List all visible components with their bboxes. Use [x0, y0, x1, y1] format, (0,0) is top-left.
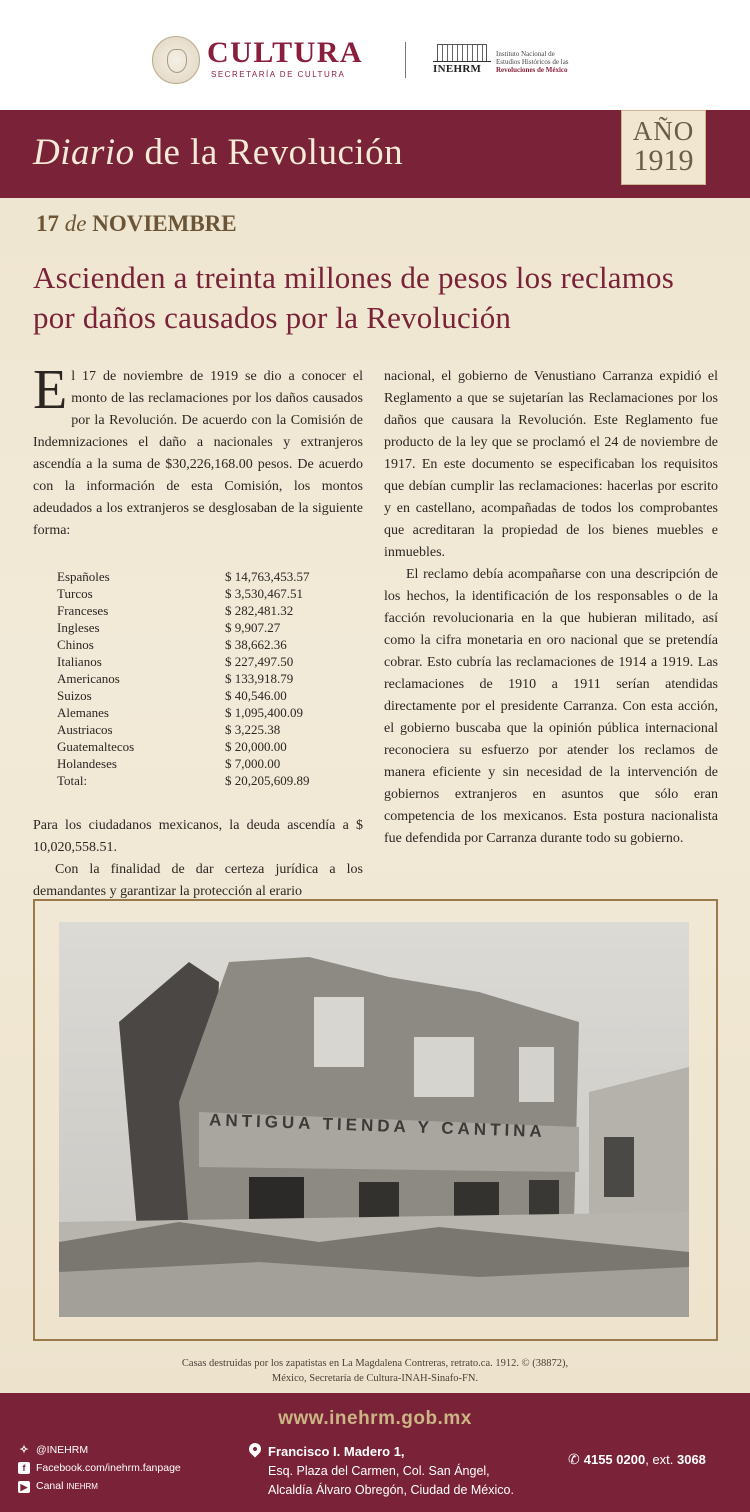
- claims-table-amount: $ 40,546.00: [225, 688, 287, 703]
- youtube-label: Canal: [36, 1480, 67, 1492]
- article-column-left: [33, 359, 363, 903]
- drop-cap: E: [33, 359, 68, 421]
- address-line3: Alcaldía Álvaro Obregón, Ciudad de México.: [268, 1483, 514, 1497]
- year-box: [621, 110, 706, 185]
- claims-table-amount: $ 133,918.79: [225, 671, 294, 686]
- claims-table-row: [57, 568, 363, 585]
- claims-table-row: [57, 602, 363, 619]
- claims-table-amount: $ 3,530,467.51: [225, 586, 303, 601]
- claims-table-row: [57, 619, 363, 636]
- claims-table: [57, 568, 363, 789]
- claims-table-nationality: Holandeses: [57, 756, 117, 771]
- claims-table-nationality: Americanos: [57, 671, 120, 686]
- paragraph-2: Para los ciudadanos mexicanos, la deuda ascendía a $ 10,020,558.51.: [33, 818, 363, 855]
- claims-table-amount: $ 20,000.00: [225, 739, 287, 754]
- facebook-url: Facebook.com/inehrm.fanpage: [36, 1462, 181, 1474]
- social-links: [18, 1441, 181, 1496]
- claims-table-amount: $ 14,763,453.57: [225, 569, 310, 584]
- claims-table-nationality: Turcos: [57, 586, 93, 601]
- article-column-right: [384, 366, 718, 850]
- facebook-icon: f: [18, 1462, 30, 1474]
- series-title-italic: Diario: [33, 132, 135, 173]
- address: [268, 1442, 514, 1500]
- claims-table-amount: $ 227,497.50: [225, 654, 294, 669]
- claims-table-row: [57, 772, 363, 789]
- year-label: AÑO: [632, 116, 695, 146]
- phone-number: 4155 0200: [583, 1452, 646, 1467]
- inehrm-logo: [433, 44, 491, 76]
- youtube-link[interactable]: [18, 1477, 181, 1496]
- claims-table-row: [57, 687, 363, 704]
- claims-table-nationality: Ingleses: [57, 620, 100, 635]
- paragraph-1: [33, 359, 363, 542]
- series-title: [33, 131, 403, 174]
- claims-table-row: [57, 704, 363, 721]
- claims-table-nationality: Guatemaltecos: [57, 739, 135, 754]
- youtube-channel-name: INEHRM: [66, 1482, 98, 1491]
- claims-table-amount: $ 1,095,400.09: [225, 705, 303, 720]
- inehrm-full-name: [496, 50, 569, 74]
- claims-table-amount: $ 20,205,609.89: [225, 773, 310, 788]
- claims-table-amount: $ 38,662.36: [225, 637, 287, 652]
- twitter-handle: @INEHRM: [36, 1444, 89, 1456]
- claims-table-row: [57, 585, 363, 602]
- claims-table-nationality: Suizos: [57, 688, 92, 703]
- caption-line1: Casas destruidas por los zapatistas en La Magdalena Contreras, retrato.ca. 1912. © (38872),: [181, 1358, 569, 1369]
- claims-table-nationality: Austriacos: [57, 722, 113, 737]
- date-de: de: [64, 211, 87, 236]
- inehrm-name-line3: Revoluciones de México: [496, 66, 568, 74]
- phone-ext-label: , ext.: [645, 1452, 677, 1467]
- claims-table-row: [57, 755, 363, 772]
- address-street: Francisco I. Madero 1,: [268, 1444, 405, 1459]
- claims-table-amount: $ 9,907.27: [225, 620, 281, 635]
- claims-table-row: [57, 670, 363, 687]
- inehrm-name-line1: Instituto Nacional de: [496, 50, 555, 58]
- claims-table-nationality: Españoles: [57, 569, 110, 584]
- cultura-logo-title: CULTURA: [207, 36, 364, 69]
- claims-table-nationality: Total:: [57, 773, 88, 788]
- claims-table-row: [57, 653, 363, 670]
- caption-line2: México, Secretaría de Cultura-INAH-Sinafo-FN.: [271, 1373, 479, 1384]
- inehrm-name-line2: Estudios Históricos de las: [496, 58, 569, 66]
- claims-table-row: [57, 738, 363, 755]
- series-title-rest: de la Revolución: [134, 132, 404, 173]
- header-divider: [405, 42, 406, 78]
- phone-extension: 3068: [676, 1452, 706, 1467]
- claims-table-nationality: Franceses: [57, 603, 109, 618]
- phone-icon: ✆: [568, 1451, 580, 1467]
- claims-table-row: [57, 721, 363, 738]
- paragraph-3: Con la finalidad de dar certeza jurídica a los demandantes y garantizar la protección al erario: [33, 862, 363, 899]
- claims-table-nationality: Alemanes: [57, 705, 109, 720]
- claims-table-nationality: Italianos: [57, 654, 102, 669]
- claims-table-nationality: Chinos: [57, 637, 94, 652]
- date-day: 17: [36, 211, 59, 236]
- address-line2: Esq. Plaza del Carmen, Col. San Ángel,: [268, 1464, 490, 1478]
- claims-table-amount: $ 7,000.00: [225, 756, 281, 771]
- historic-photo-destroyed-houses: [59, 922, 689, 1317]
- inehrm-acronym: INEHRM: [433, 61, 491, 75]
- paragraph-4: nacional, el gobierno de Venustiano Carranza expidió el Reglamento a que se sujetarían las Reclamaciones por los daños que causara la Revolución. Este Reglamento fue producto de la ley que se proclamó el 24 de noviembre de 1917. En este documento se especificaban los requisitos que debían cumplir las reclamaciones: hacerlas por escrito y en castellano, acompañadas de todos los comprobantes que acreditaran la propiedad de los bienes muebles e inmuebles.: [384, 369, 718, 560]
- paragraph-1-text: l 17 de noviembre de 1919 se dio a conocer el monto de las reclamaciones por los daños causados por la Revolución. De acuerdo con la Comisión de Indemnizaciones el daño a nacionales y extranjeros ascendía a la suma de $30,226,168.00 pesos. De acuerdo con la información de esta Comisión, los montos adeudados a los extranjeros se desglosaban de la siguiente forma:: [33, 369, 363, 538]
- twitter-icon: ✧: [19, 1444, 29, 1456]
- photo-caption: [100, 1356, 650, 1386]
- paragraph-5: El reclamo debía acompañarse con una descripción de los hechos, la identificación de los responsables o de la facción revolucionaria en la que hubieran militado, así como la cifra monetaria en oro nacional que se pretendía cobrar. Esto cubría las reclamaciones de 1914 a 1919. Las reclamaciones de 1910 a 1911 serían atendidas directamente por el presidente Carranza. Con esta acción, el gobierno buscaba que la opinión pública internacional reconociera su esfuerzo por atender los reclamos de manera eficiente y sin necesidad de la intervención de gobiernos extranjeros en asuntos que sólo eran competencia de los mexicanos. Esta postura nacionalista fue defendida por Carranza durante todo su gobierno.: [384, 567, 718, 846]
- building-icon: [437, 44, 487, 62]
- phone-contact[interactable]: [568, 1451, 706, 1468]
- coat-of-arms-seal-icon: [152, 36, 200, 84]
- date-month: NOVIEMBRE: [92, 211, 237, 236]
- photo-sign-text: ANTIGUA TIENDA Y CANTINA: [208, 1110, 547, 1142]
- youtube-channel: [36, 1477, 98, 1496]
- website-link[interactable]: www.inehrm.gob.mx: [278, 1408, 472, 1429]
- claims-table-amount: $ 3,225.38: [225, 722, 281, 737]
- youtube-icon: ▶: [18, 1481, 30, 1493]
- article-date: [36, 211, 237, 237]
- claims-table-row: [57, 636, 363, 653]
- twitter-link[interactable]: [18, 1441, 181, 1459]
- article-headline: Ascienden a treinta millones de pesos los reclamos por daños causados por la Revolución: [33, 260, 675, 335]
- top-header: [0, 0, 750, 110]
- claims-table-amount: $ 282,481.32: [225, 603, 294, 618]
- cultura-logo-subtitle: SECRETARÍA DE CULTURA: [211, 70, 346, 79]
- facebook-link[interactable]: [18, 1459, 181, 1477]
- year-value: 1919: [633, 144, 694, 177]
